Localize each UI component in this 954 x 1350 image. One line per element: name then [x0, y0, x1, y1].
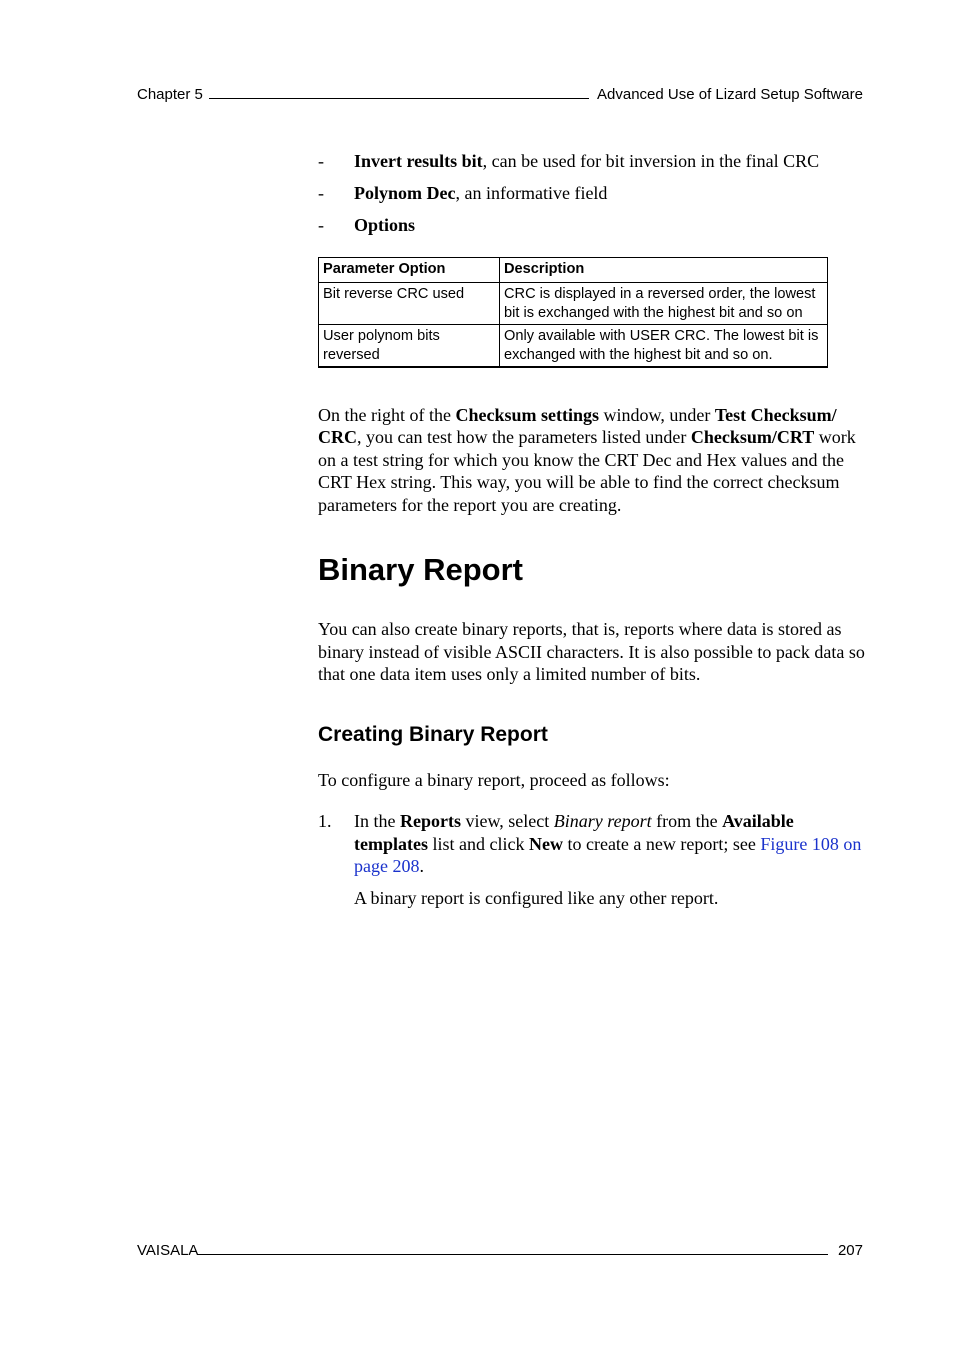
- bold-run: Reports: [399, 811, 461, 831]
- table-row: [319, 282, 828, 324]
- footer-company: VAISALA: [137, 1242, 199, 1259]
- bullet-text: , an informative field: [455, 183, 608, 203]
- table-cell: User polynom bits reversed: [319, 324, 500, 367]
- text-run: In the: [354, 811, 400, 831]
- step-number: 1.: [318, 811, 332, 831]
- footer-page-number: 207: [837, 1242, 863, 1259]
- bold-run: Test Checksum/ CRC: [318, 404, 837, 447]
- heading-binary-report: Binary Report: [318, 552, 523, 587]
- text-run: list and click: [427, 833, 529, 854]
- paragraph-checksum: [318, 404, 866, 517]
- table-header-row: [319, 257, 828, 282]
- header-chapter: Chapter 5: [137, 86, 203, 103]
- paragraph-configure: To configure a binary report, proceed as follows:: [318, 769, 670, 790]
- text-run: to create a new report; see: [562, 833, 761, 854]
- table-cell: CRC is displayed in a reversed order, the lowest bit is exchanged with the highest bit and so on: [500, 282, 828, 324]
- page-header: [137, 86, 863, 103]
- step-item: [318, 810, 866, 878]
- table-header-cell: Parameter Option: [319, 257, 500, 282]
- italic-run: Binary report: [553, 811, 652, 831]
- bold-run: Checksum/CRT: [690, 427, 815, 447]
- table-cell: Only available with USER CRC. The lowest bit is exchanged with the highest bit and so on.: [500, 324, 828, 367]
- bullet-term: Options: [354, 215, 416, 235]
- paragraph-binary: You can also create binary reports, that is, reports where data is stored as binary instead of visible ASCII characters. It is also possible to pack data so that one data item uses only a limited number of bits.: [318, 619, 865, 684]
- options-table: [318, 257, 828, 368]
- bold-run: Checksum settings: [455, 404, 599, 425]
- header-section-title: Advanced Use of Lizard Setup Software: [597, 86, 863, 103]
- step-note: A binary report is configured like any other report.: [354, 887, 719, 908]
- bullet-item: [318, 182, 866, 205]
- table-cell: Bit reverse CRC used: [319, 282, 500, 324]
- bullet-item: [318, 214, 866, 237]
- page-footer: [137, 1242, 863, 1259]
- bullet-dash: -: [318, 215, 324, 235]
- text-run: from the: [651, 811, 723, 831]
- bullet-dash: -: [318, 183, 324, 203]
- page-content: [318, 150, 866, 909]
- bold-run: New: [528, 833, 563, 854]
- bold-run: Available templates: [354, 811, 794, 854]
- bullet-dash: -: [318, 151, 324, 171]
- footer-rule: [198, 1242, 828, 1255]
- header-rule: [209, 86, 589, 99]
- bullet-term: Polynom Dec: [354, 183, 456, 203]
- bullet-item: [318, 150, 866, 173]
- text-run: On the right of the: [318, 404, 456, 425]
- heading-creating-binary-report: Creating Binary Report: [318, 722, 548, 746]
- text-run: window, under: [599, 404, 715, 425]
- bullet-text: , can be used for bit inversion in the final CRC: [482, 151, 820, 171]
- table-header-cell: Description: [500, 257, 828, 282]
- bullet-term: Invert results bit: [354, 151, 483, 171]
- text-run: view, select: [460, 811, 554, 831]
- figure-reference-link[interactable]: Figure 108 on page 208: [354, 833, 862, 876]
- text-run: .: [419, 856, 424, 876]
- text-run: work on a test string for which you know the CRT Dec and Hex values and the CRT Hex string. This way, you will be able to find the correct checksum parameters for the report you are creating.: [318, 427, 856, 515]
- text-run: , you can test how the parameters listed under: [357, 427, 691, 447]
- table-row: [319, 324, 828, 367]
